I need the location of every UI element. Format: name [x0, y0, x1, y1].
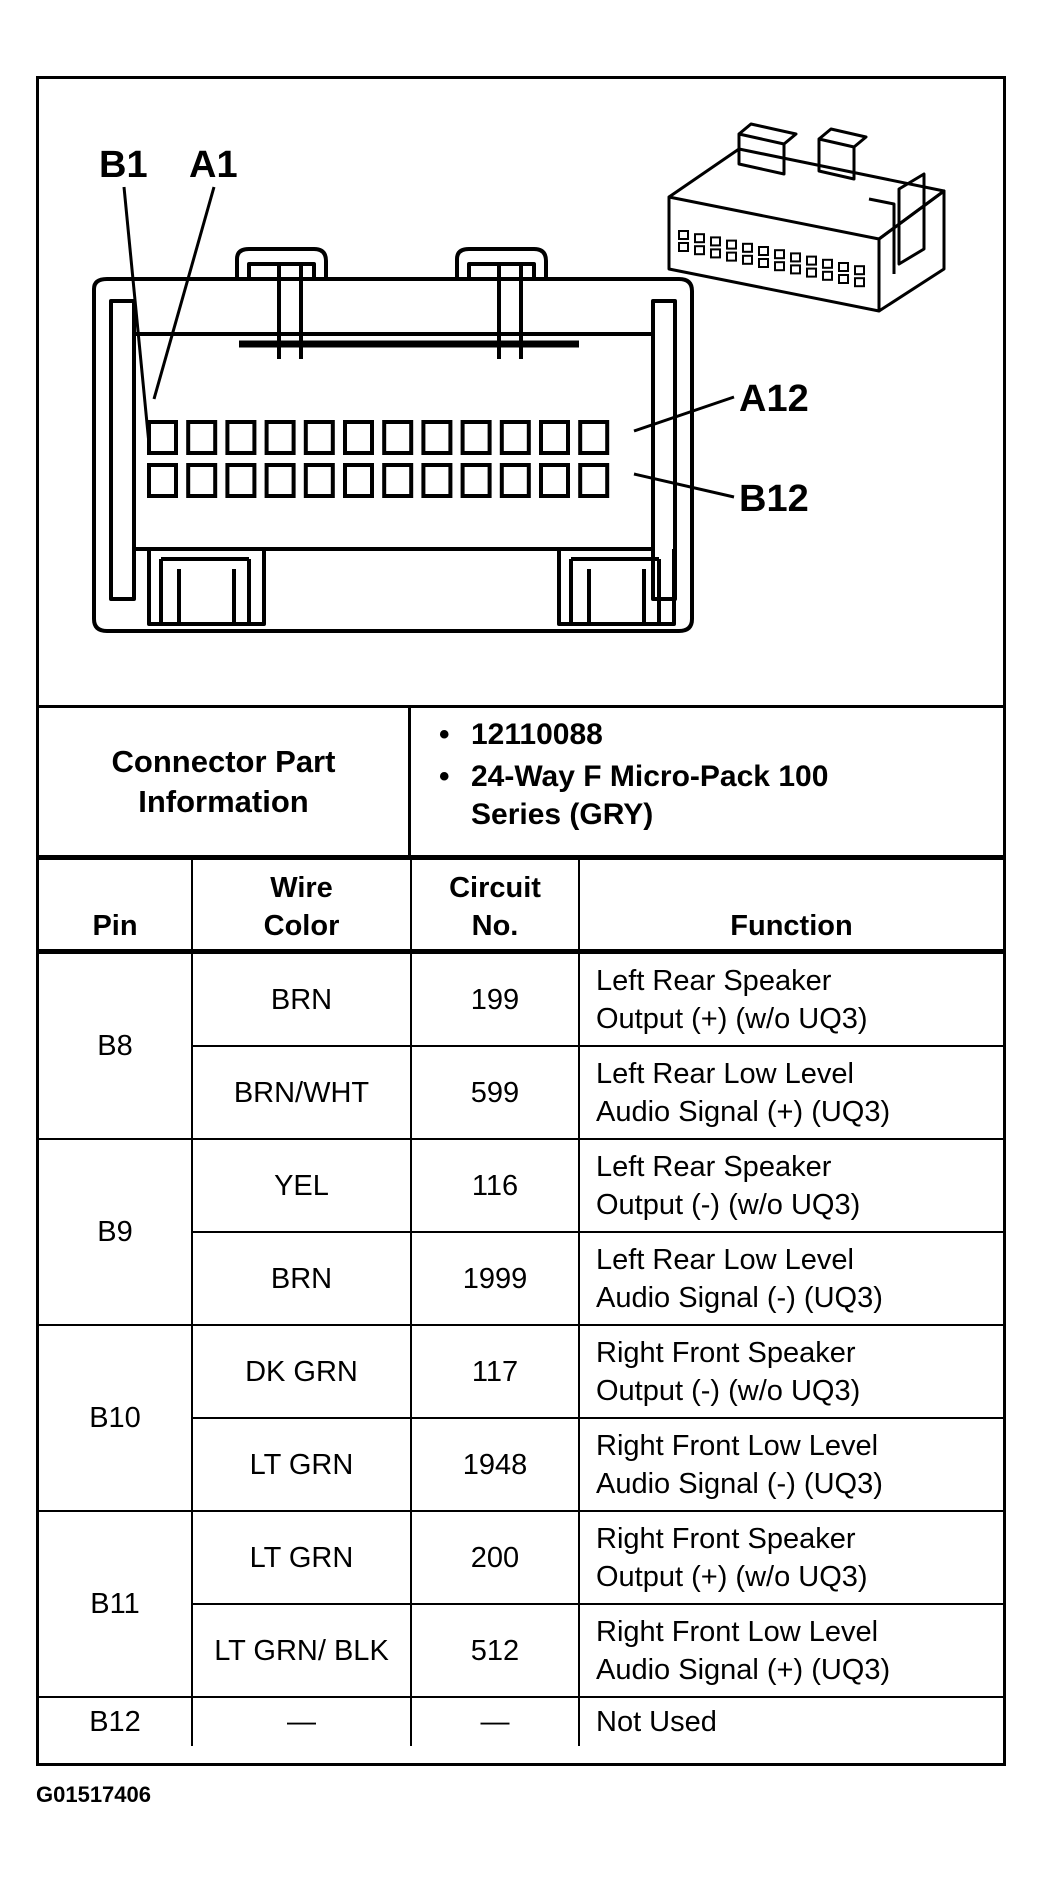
connector-3d-sketch [669, 124, 944, 311]
info-values-cell [411, 716, 1003, 834]
sketch-pin [711, 237, 720, 245]
wire-color-cell: BRN/WHT [192, 1046, 411, 1139]
table-row [39, 1139, 1003, 1232]
wire-color-cell: LT GRN [192, 1511, 411, 1604]
function-cell [579, 952, 1003, 1047]
sketch-pin [855, 278, 864, 286]
wire-color-cell: BRN [192, 1232, 411, 1325]
pin-cavity [463, 422, 490, 453]
function-cell [579, 1046, 1003, 1139]
label-a1: A1 [189, 144, 238, 186]
wire-color-cell: LT GRN/ BLK [192, 1604, 411, 1697]
sketch-pin [679, 243, 688, 251]
pin-cavity [345, 422, 372, 453]
function-line: Right Front Low Level [596, 1429, 879, 1462]
circuit-cell: 199 [411, 952, 579, 1047]
function-line: Right Front Speaker [596, 1336, 856, 1369]
sketch-pin [775, 262, 784, 270]
connector-part-information [39, 708, 1003, 860]
header-circuit-no: Circuit No. [411, 855, 579, 952]
pin-cavity [580, 465, 607, 496]
sketch-pin [759, 259, 768, 267]
pin-cavity [423, 465, 450, 496]
pin-cavity [384, 422, 411, 453]
table-row [39, 1325, 1003, 1418]
function-cell [579, 1232, 1003, 1325]
function-line: Output (-) (w/o UQ3) [596, 1188, 861, 1221]
circuit-cell: 1999 [411, 1232, 579, 1325]
connector-diagram [39, 79, 1003, 708]
pin-cavity [188, 422, 215, 453]
sketch-pin [743, 256, 752, 264]
connector-type: 24-Way F Micro-Pack 100 Series (GRY) [471, 760, 829, 831]
function-cell: Not Used [579, 1697, 1003, 1746]
table-header-row [39, 855, 1003, 952]
pin-cell: B12 [39, 1697, 192, 1746]
sketch-pin [839, 275, 848, 283]
sketch-pin [695, 234, 704, 242]
pin-cavity [149, 465, 176, 496]
table-row [39, 1697, 1003, 1746]
function-cell [579, 1511, 1003, 1604]
sketch-pin [839, 263, 848, 271]
sketch-pin [695, 246, 704, 254]
wire-color-cell: YEL [192, 1139, 411, 1232]
sketch-pin [823, 272, 832, 280]
circuit-cell: 599 [411, 1046, 579, 1139]
wire-color-cell: BRN [192, 952, 411, 1047]
info-title: Connector Part Information [111, 743, 336, 819]
function-cell [579, 1325, 1003, 1418]
circuit-cell: 116 [411, 1139, 579, 1232]
bullet-icon: • [439, 718, 450, 751]
pin-cavity [502, 422, 529, 453]
pin-cavity [580, 422, 607, 453]
pin-cavity [149, 422, 176, 453]
header-function: Function [579, 855, 1003, 952]
pin-cavity [384, 465, 411, 496]
connector-figure [36, 76, 1006, 1766]
table-row [39, 1511, 1003, 1604]
pin-cavity [227, 465, 254, 496]
function-line: Right Front Speaker [596, 1522, 856, 1555]
part-number-item [411, 716, 1003, 754]
sketch-pin [807, 269, 816, 277]
header-wire-color: Wire Color [192, 855, 411, 952]
header-pin: Pin [39, 855, 192, 952]
function-cell [579, 1604, 1003, 1697]
function-line: Audio Signal (+) (UQ3) [596, 1653, 891, 1686]
pin-cavity [502, 465, 529, 496]
sketch-pin [791, 265, 800, 273]
pin-cell: B8 [39, 952, 192, 1140]
table-row [39, 952, 1003, 1047]
pin-cavity [267, 422, 294, 453]
sketch-pin [711, 249, 720, 257]
pin-cavity [541, 465, 568, 496]
housing-inner [111, 301, 134, 599]
sketch-pin [679, 231, 688, 239]
function-line: Right Front Low Level [596, 1615, 879, 1648]
function-line: Audio Signal (-) (UQ3) [596, 1281, 883, 1314]
function-line: Output (-) (w/o UQ3) [596, 1374, 861, 1407]
pin-cell: B11 [39, 1511, 192, 1697]
figure-code: G01517406 [36, 1782, 151, 1807]
circuit-cell: 1948 [411, 1418, 579, 1511]
connector-face-drawing [39, 79, 1003, 705]
sketch-pin [855, 266, 864, 274]
bullet-icon: • [439, 760, 450, 793]
wire-color-cell: LT GRN [192, 1418, 411, 1511]
pin-cavity [306, 422, 333, 453]
label-b1: B1 [99, 144, 148, 186]
function-line: Output (+) (w/o UQ3) [596, 1002, 868, 1035]
wire-color-cell: — [192, 1697, 411, 1746]
function-line: Left Rear Low Level [596, 1057, 854, 1090]
pin-cavity [227, 422, 254, 453]
circuit-cell: — [411, 1697, 579, 1746]
function-line: Audio Signal (+) (UQ3) [596, 1095, 891, 1128]
connector-type-item [411, 758, 851, 834]
function-line: Left Rear Speaker [596, 1150, 832, 1183]
function-line: Output (+) (w/o UQ3) [596, 1560, 868, 1593]
circuit-cell: 117 [411, 1325, 579, 1418]
function-line: Audio Signal (-) (UQ3) [596, 1467, 883, 1500]
sketch-pin [807, 257, 816, 265]
wire-color-cell: DK GRN [192, 1325, 411, 1418]
function-line: Left Rear Low Level [596, 1243, 854, 1276]
sketch-pin [743, 244, 752, 252]
label-b12: B12 [739, 478, 809, 520]
sketch-pin [775, 250, 784, 258]
function-cell [579, 1139, 1003, 1232]
sketch-pin [727, 241, 736, 249]
circuit-cell: 200 [411, 1511, 579, 1604]
sketch-pin [823, 260, 832, 268]
sketch-pin [759, 247, 768, 255]
function-line: Left Rear Speaker [596, 964, 832, 997]
pin-cell: B10 [39, 1325, 192, 1511]
function-cell [579, 1418, 1003, 1511]
pin-cavity [345, 465, 372, 496]
pin-function-table [39, 855, 1003, 1746]
part-number: 12110088 [471, 718, 603, 751]
sketch-pin [791, 253, 800, 261]
pin-cavity [463, 465, 490, 496]
pin-cavity [267, 465, 294, 496]
pin-cavity [188, 465, 215, 496]
sketch-pin [727, 253, 736, 261]
pin-cavity [423, 422, 450, 453]
info-label-cell [39, 708, 411, 855]
pin-cell: B9 [39, 1139, 192, 1325]
circuit-cell: 512 [411, 1604, 579, 1697]
pin-cavity [306, 465, 333, 496]
label-a12: A12 [739, 378, 809, 420]
pin-cavity [541, 422, 568, 453]
